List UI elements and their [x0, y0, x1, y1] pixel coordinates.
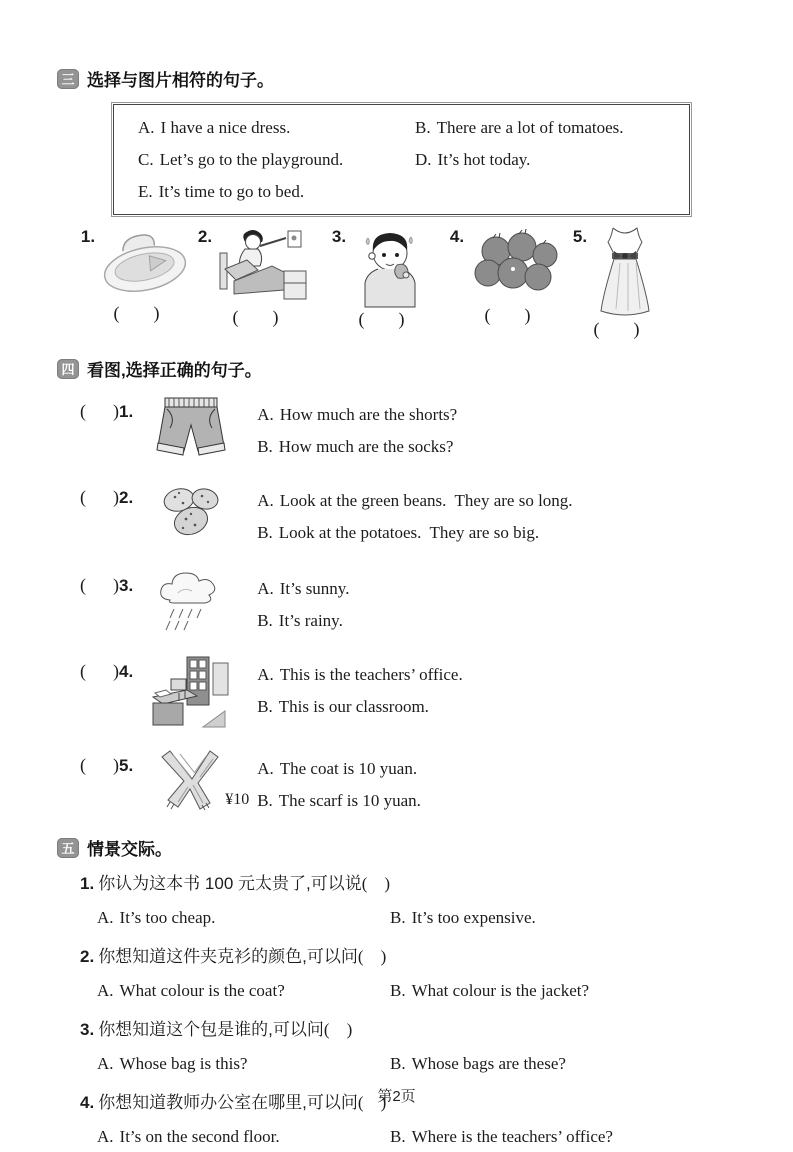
situation-question-2-option-b: B. What colour is the jacket?	[390, 981, 590, 1000]
look-item-4-option-b: B. This is our classroom.	[257, 697, 429, 716]
look-item-1	[80, 393, 743, 463]
picture-1-answer-blank: ( )	[113, 303, 161, 323]
box-option-b-text: There are a lot of tomatoes.	[436, 118, 624, 137]
box-option-c-text: Let’s go to the playground.	[159, 150, 344, 169]
situation-question-1-blank: ( )	[361, 874, 391, 893]
scarf-illustration	[158, 747, 224, 811]
section-three	[57, 66, 743, 340]
rain-cloud-illustration	[152, 567, 230, 633]
look-item-2-blank: ( )2.	[80, 487, 134, 507]
look-item-2-options	[257, 479, 572, 549]
picture-4-answer-blank: ( )	[484, 305, 532, 325]
look-item-2-option-b: B. Look at the potatoes. They are so big.	[257, 523, 540, 542]
look-item-3-option-b: B. It’s rainy.	[257, 611, 343, 630]
situation-question-1	[80, 870, 743, 933]
look-item-4	[80, 653, 743, 731]
box-option-d-label: D.	[415, 150, 432, 169]
situation-question-4-option-a: A. It’s on the second floor.	[97, 1127, 280, 1146]
situation-question-2-blank: ( )	[357, 947, 387, 966]
hot-child-wiping-sweat-illustration	[348, 225, 432, 307]
dress-illustration	[589, 225, 661, 317]
picture-4-head	[450, 225, 566, 303]
box-option-c-label: C.	[138, 150, 154, 169]
box-option-e-text: It’s time to go to bed.	[158, 182, 305, 201]
situation-question-3-option-a: A. Whose bag is this?	[97, 1054, 248, 1073]
situation-question-4-prompt: 4. 你想知道教师办公室在哪里,可以问( )	[80, 1093, 387, 1112]
picture-3-head	[332, 225, 432, 307]
section-five-title: 情景交际。	[87, 840, 172, 859]
box-option-b	[415, 113, 679, 142]
picture-1-number: 1.	[80, 227, 96, 246]
picture-item-4	[447, 225, 569, 340]
look-item-4-options	[257, 653, 463, 723]
situation-question-1-option-b: B. It’s too expensive.	[390, 908, 536, 927]
box-option-a	[138, 113, 415, 142]
situation-question-4-options	[97, 1122, 743, 1152]
picture-row	[79, 225, 743, 340]
picture-1-head	[81, 225, 193, 301]
look-item-3-options	[257, 567, 349, 637]
box-option-a-label: A.	[138, 118, 155, 137]
look-item-4-option-a: A. This is the teachers’ office.	[257, 665, 463, 684]
picture-item-5	[569, 225, 665, 340]
playground-illustration	[97, 225, 193, 301]
situation-question-3-option-b: B. Whose bags are these?	[390, 1054, 566, 1073]
page-number-footer: 第2页	[377, 1088, 416, 1105]
section-three-title: 选择与图片相符的句子。	[87, 71, 274, 90]
look-item-3-option-a: A. It’s sunny.	[257, 579, 350, 598]
teachers-office-illustration	[145, 653, 237, 731]
picture-3-answer-blank: ( )	[358, 309, 406, 329]
situation-question-3-prompt: 3. 你想知道这个包是谁的,可以问( )	[80, 1020, 353, 1039]
section-five-badge-icon: 五	[57, 838, 79, 858]
look-item-1-options	[257, 393, 457, 463]
picture-3-number: 3.	[331, 227, 347, 246]
look-item-2-number: 2.	[119, 488, 134, 507]
look-item-3-blank: ( )3.	[80, 575, 134, 595]
picture-5-number: 5.	[572, 227, 588, 246]
situation-question-3-blank: ( )	[323, 1020, 353, 1039]
situation-question-4-blank: ( )	[357, 1093, 387, 1112]
picture-5-head	[573, 225, 661, 317]
look-item-1-option-b: B. How much are the socks?	[257, 437, 454, 456]
look-item-1-option-a: A. How much are the shorts?	[257, 405, 458, 424]
boy-going-to-bed-illustration	[214, 225, 314, 305]
section-four-badge-icon: 四	[57, 359, 79, 379]
picture-4-number: 4.	[449, 227, 465, 246]
box-option-d	[415, 145, 679, 174]
potatoes-illustration	[153, 479, 229, 543]
situation-question-2-option-a: A. What colour is the coat?	[97, 981, 285, 1000]
situation-question-1-option-a: A. It’s too cheap.	[97, 908, 216, 927]
look-item-4-picture	[139, 653, 243, 731]
tomatoes-illustration	[466, 225, 566, 303]
sentence-options-box	[113, 104, 690, 215]
look-item-1-blank: ( )1.	[80, 401, 134, 421]
sentence-options-grid	[138, 113, 679, 206]
look-item-5-blank: ( )5.	[80, 755, 134, 775]
situation-question-3	[80, 1016, 743, 1079]
picture-5-answer-blank: ( )	[593, 319, 641, 339]
picture-item-2	[195, 225, 317, 340]
look-item-1-number: 1.	[119, 402, 134, 421]
look-item-1-picture	[139, 393, 243, 461]
look-item-3	[80, 567, 743, 637]
look-item-4-number: 4.	[119, 662, 134, 681]
situation-question-1-prompt: 1. 你认为这本书 100 元太贵了,可以说( )	[80, 874, 391, 893]
situation-question-1-options	[97, 903, 743, 933]
picture-item-1	[79, 225, 195, 340]
look-item-3-number: 3.	[119, 576, 134, 595]
box-option-e-label: E.	[138, 182, 153, 201]
section-four-title: 看图,选择正确的句子。	[87, 361, 262, 380]
situation-question-2-options	[97, 976, 743, 1006]
look-item-5-option-a: A. The coat is 10 yuan.	[257, 759, 418, 778]
look-item-5-picture	[139, 747, 250, 811]
look-item-5-options	[257, 747, 421, 817]
scarf-price-label: ¥10	[225, 791, 250, 808]
section-four-header	[57, 356, 743, 381]
look-item-4-blank: ( )4.	[80, 661, 134, 681]
section-four	[57, 356, 743, 817]
shorts-illustration	[149, 393, 233, 461]
look-item-5-number: 5.	[119, 756, 134, 775]
section-five-header	[57, 835, 743, 860]
look-item-2-option-a: A. Look at the green beans. They are so long.	[257, 491, 573, 510]
box-option-d-text: It’s hot today.	[437, 150, 531, 169]
situation-question-4-option-b: B. Where is the teachers’ office?	[390, 1127, 613, 1146]
box-option-c	[138, 145, 415, 174]
box-option-b-label: B.	[415, 118, 431, 137]
box-option-a-text: I have a nice dress.	[160, 118, 291, 137]
look-item-3-picture	[139, 567, 243, 633]
picture-2-head	[198, 225, 314, 305]
section-three-badge-icon: 三	[57, 69, 79, 89]
picture-2-answer-blank: ( )	[232, 307, 280, 327]
look-item-2-picture	[139, 479, 243, 543]
situation-question-2	[80, 943, 743, 1006]
look-item-2	[80, 479, 743, 549]
situation-question-3-options	[97, 1049, 743, 1079]
picture-item-3	[317, 225, 447, 340]
picture-2-number: 2.	[197, 227, 213, 246]
box-option-e	[138, 177, 415, 206]
look-item-5	[80, 747, 743, 817]
section-three-header	[57, 66, 743, 91]
situation-question-2-prompt: 2. 你想知道这件夹克衫的颜色,可以问( )	[80, 947, 387, 966]
look-item-5-option-b: B. The scarf is 10 yuan.	[257, 791, 421, 810]
